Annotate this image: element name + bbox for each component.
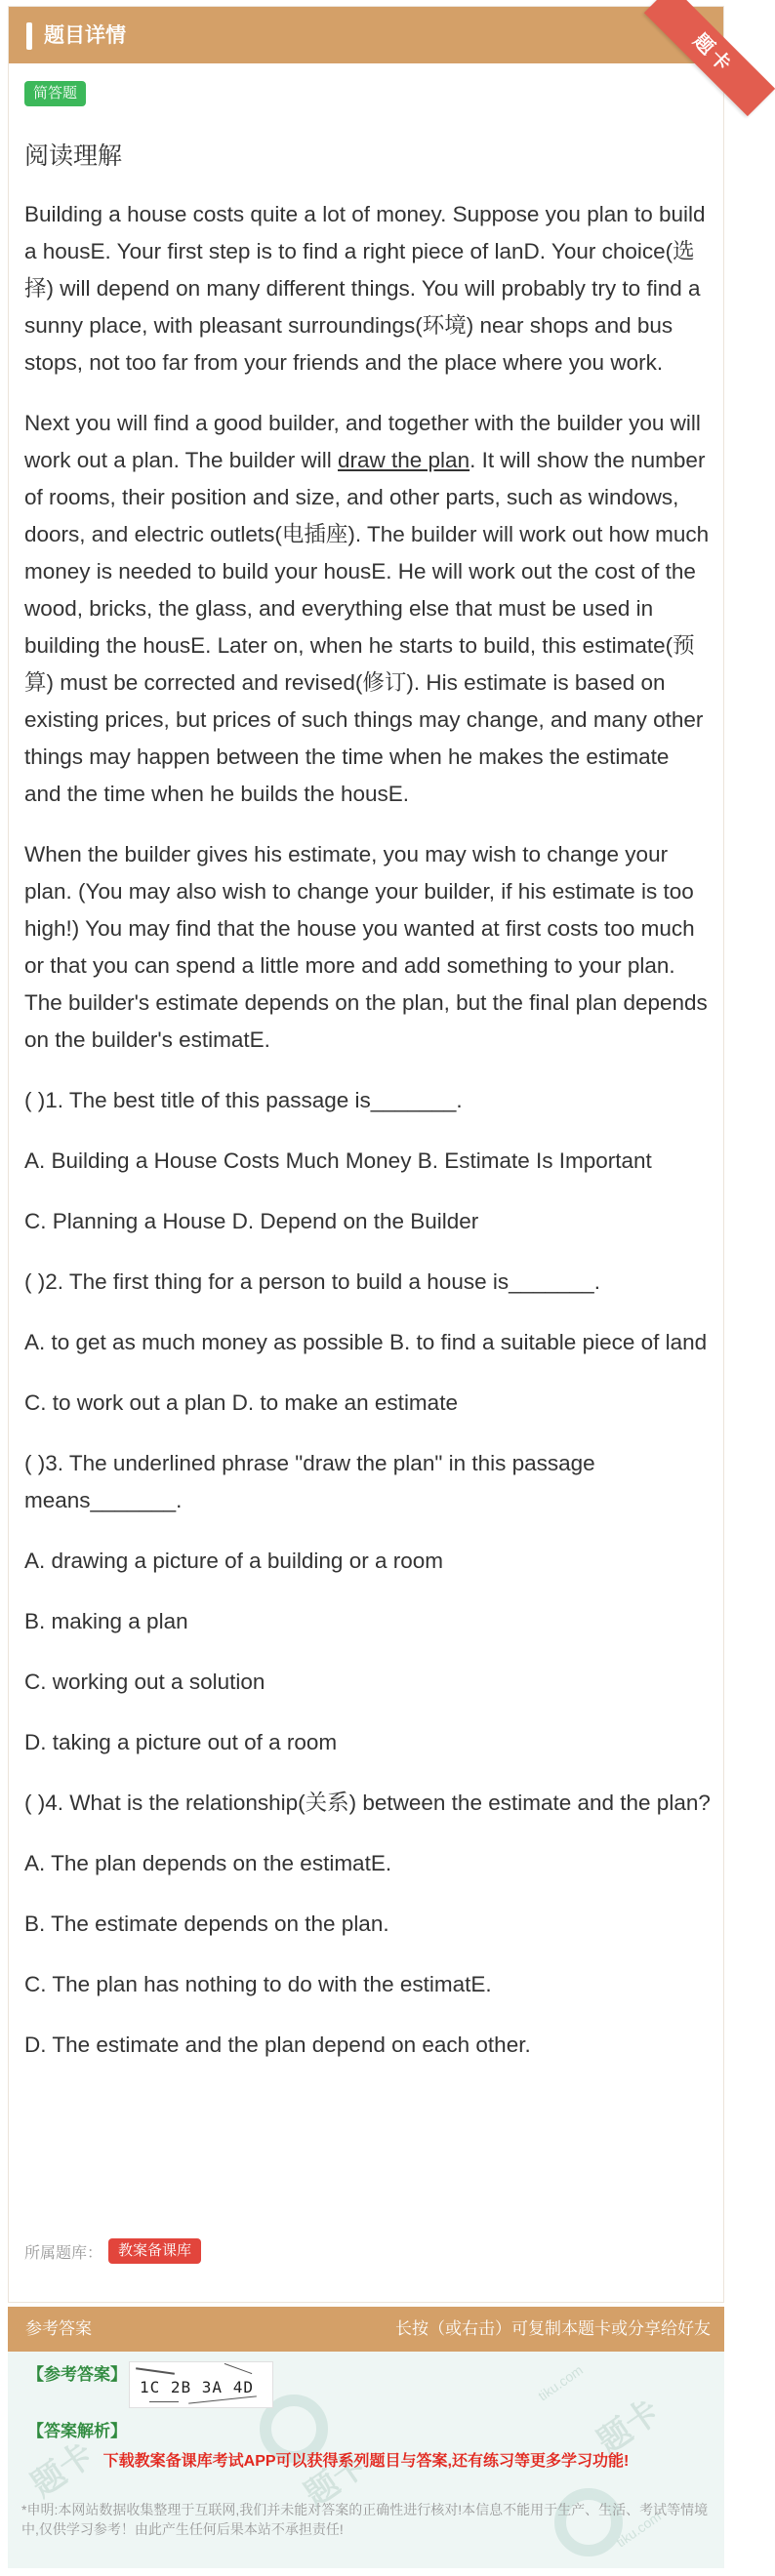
passage-paragraph: When the builder gives his estimate, you may wish to change your plan. (You may also wish to change your builder, if his estimate is too high!) You may find that the house you wanted at first costs too much or that you can spend a little more and add something to your plan. The builder's estimate depends on the plan, but the final plan depends on the builder's estimatE. [24,842,708,1052]
corner-ribbon [627,6,738,103]
answer-header-title: 参考答案 [25,2319,92,2338]
question-type-title: 阅读理解 [24,142,123,170]
disclaimer: *申明:本网站数据收集整理于互联网,我们并未能对答案的正确性进行核对!本信息不能用于生产、生活、考试等情境中,仅供学习参考！由此产生任何后果本站不承担责任! [21,2502,709,2537]
app-download-promo[interactable]: 下载教案备课库考试APP可以获得系列题目与答案,还有练习等更多学习功能! [102,2453,630,2470]
answer-image-text: 1C 2B 3A 4D [140,2378,254,2396]
question-option: C. to work out a plan D. to make an estimate [24,1390,458,1415]
question-stem: ( )2. The first thing for a person to build a house is_______. [24,1269,600,1294]
question-option: B. The estimate depends on the plan. [24,1912,389,1936]
watermark-text: 题卡 [591,2393,667,2462]
question-stem: ( )4. What is the relationship(关系) between the estimate and the plan? [24,1791,711,1815]
passage-paragraph: Next you will find a good builder, and together with the builder you will work out a plan. The builder will draw the plan. It will show the number of rooms, their position and size, and other parts, such as windows, doors, and electric outlets(电插座). The builder will work out how much money is needed to build your housE. He will work out the cost of the wood, bricks, the glass, and everything else that must be used in building the housE. Later on, when he starts to build, this estimate(预算) must be corrected and revised(修订). His estimate is based on existing prices, but prices of such things may change, and many other things may happen between the time when he makes the estimate and the time when he builds the housE. [24,411,710,806]
watermark-text: 题卡 [24,2435,101,2505]
question-option: A. The plan depends on the estimatE. [24,1851,392,1875]
header-accent-bar [26,22,32,50]
bank-label: 所属题库： [24,2244,103,2262]
page-title: 题目详情 [44,24,126,47]
question-bank [24,2237,201,2265]
question-option: C. The plan has nothing to do with the estimatE. [24,1972,492,1996]
watermark-site: tiku.com [613,2508,665,2551]
watermark-site: tiku.com [535,2361,587,2404]
reference-answer-label: 【参考答案】 [27,2365,127,2384]
question-option: A. to get as much money as possible B. to find a suitable piece of land [24,1330,708,1354]
question-body [24,196,712,2087]
question-option: D. The estimate and the plan depend on each other. [24,2033,531,2057]
header [9,7,723,63]
watermark-text: 题卡 [298,2445,374,2515]
answer-panel [8,2307,724,2568]
question-option: A. drawing a picture of a building or a room [24,1549,443,1573]
question-option: C. working out a solution [24,1670,265,1694]
question-option: A. Building a House Costs Much Money B. Estimate Is Important [24,1148,652,1173]
passage-paragraph: Building a house costs quite a lot of money. Suppose you plan to build a housE. Your first step is to find a right piece of lanD. Your choice(选择) will depend on many different things. You will probably try to find a sunny place, with pleasant surroundings(环境) near shops and bus stops, not too far from your friends and the place where you work. [24,202,706,375]
question-card [8,6,738,2303]
answer-header [8,2307,724,2352]
explanation-label: 【答案解析】 [27,2422,127,2440]
ribbon-label: 题卡 [688,29,738,79]
question-stem: ( )1. The best title of this passage is_______. [24,1088,463,1112]
question-option: D. taking a picture out of a room [24,1730,338,1754]
question-type-tag: 简答题 [24,81,86,106]
question-option: C. Planning a House D. Depend on the Builder [24,1209,479,1233]
bank-link-badge[interactable]: 教案备课库 [108,2238,201,2264]
question-stem: ( )3. The underlined phrase "draw the plan" in this passage means_______. [24,1451,595,1512]
question-option: B. making a plan [24,1609,188,1633]
underlined-phrase: draw the plan [338,448,470,472]
answer-image [129,2361,273,2408]
share-hint[interactable]: 长按（或右击）可复制本题卡或分享给好友 [395,2319,711,2338]
